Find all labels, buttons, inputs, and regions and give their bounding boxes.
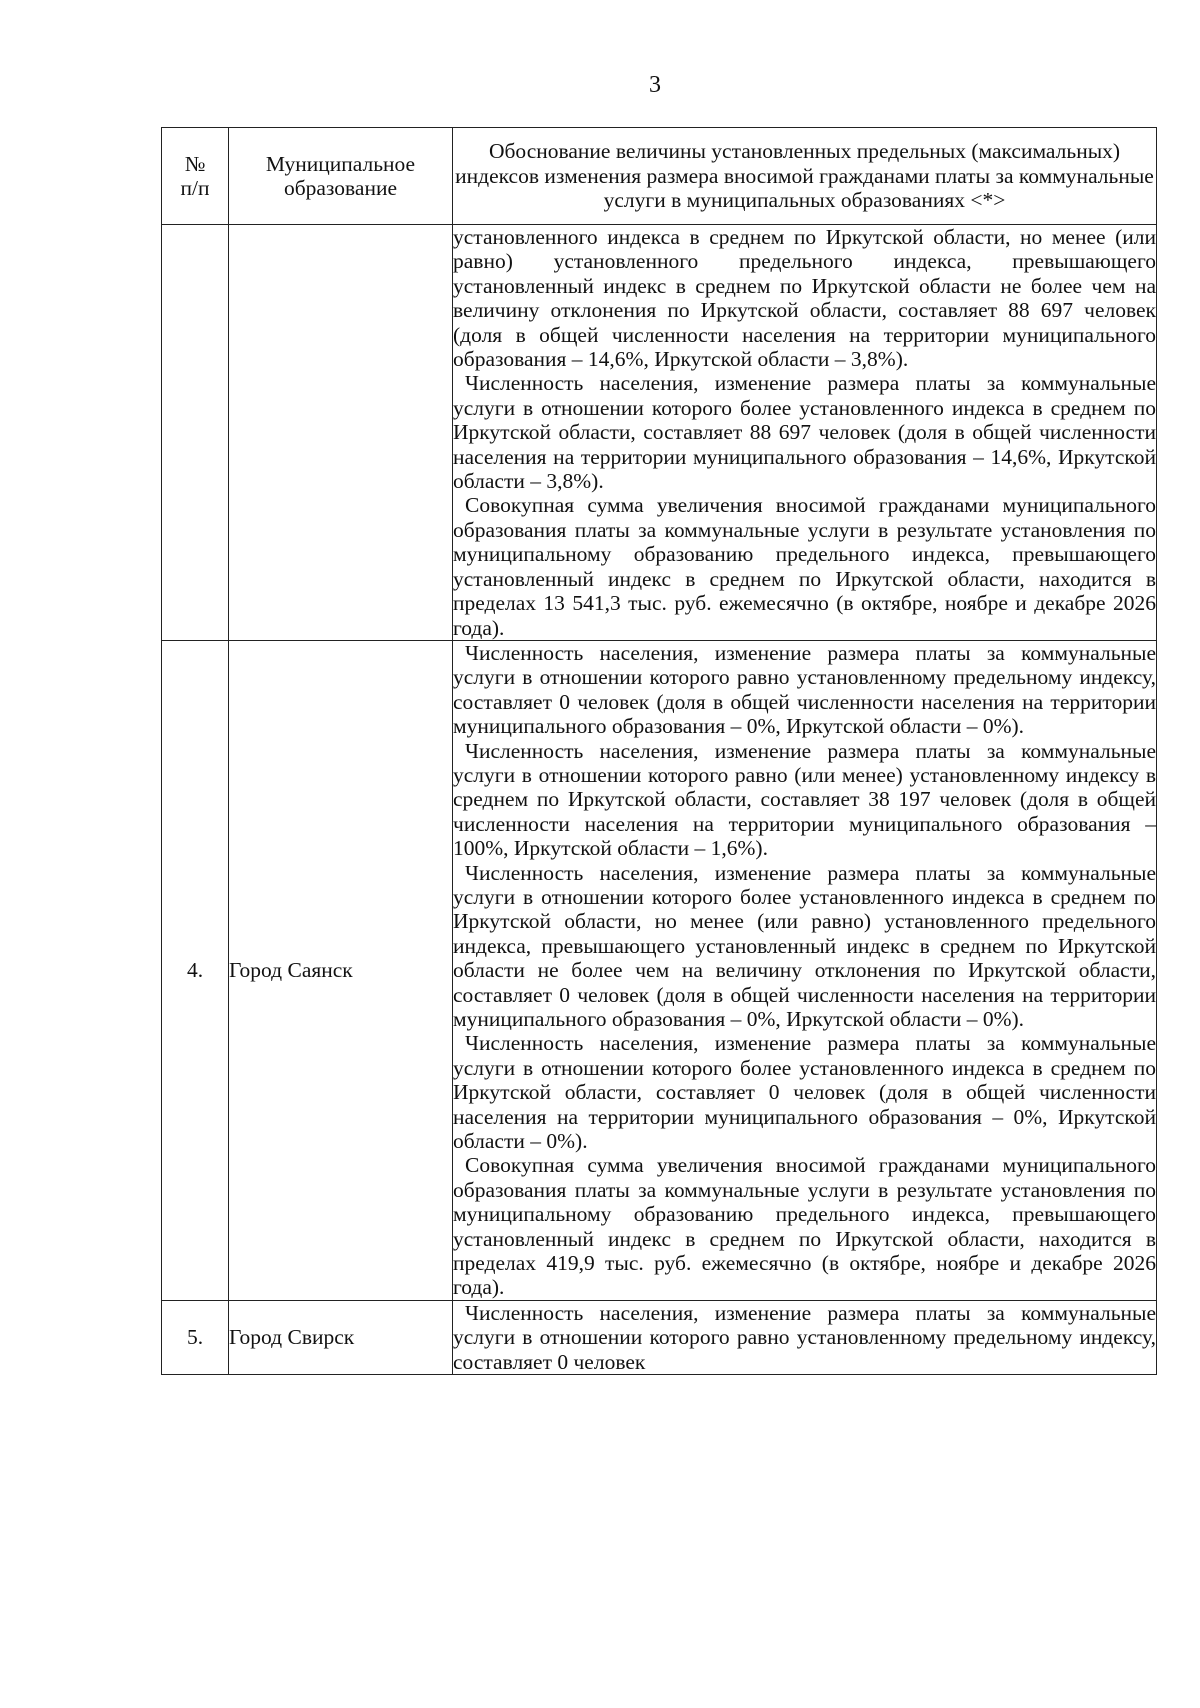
row-municipality bbox=[229, 225, 453, 641]
paragraph: Совокупная сумма увеличения вносимой гражданами муниципального образования платы за коммунальные услуги в результате установления по муниципальному образованию предельного индекса, превышающего установленный индекс в среднем по Иркутской области, находится в пределах 419,9 тыс. руб. ежемесячно (в октябре, ноябре и декабре 2026 года). bbox=[453, 1153, 1156, 1300]
header-number: № п/п bbox=[162, 128, 229, 225]
row-municipality: Город Свирск bbox=[229, 1300, 453, 1374]
row-number: 4. bbox=[162, 640, 229, 1300]
row-justification bbox=[453, 225, 1157, 641]
row-number: 5. bbox=[162, 1300, 229, 1374]
paragraph: Численность населения, изменение размера платы за коммунальные услуги в отношении которого более установленного индекса в среднем по Иркутской области, составляет 88 697 человек (доля в общей численности населения на территории муниципального образования – 14,6%, Иркутской области – 3,8%). bbox=[453, 371, 1156, 494]
table-header-row bbox=[162, 128, 1157, 225]
header-justification: Обоснование величины установленных предельных (максимальных) индексов изменения размера вносимой гражданами платы за коммунальные услуги в муниципальных образованиях <*> bbox=[453, 128, 1157, 225]
page-number: 3 bbox=[649, 72, 661, 98]
paragraph: Численность населения, изменение размера платы за коммунальные услуги в отношении которого более установленного индекса в среднем по Иркутской области, составляет 0 человек (доля в общей численности населения на территории муниципального образования – 0%, Иркутской области – 0%). bbox=[453, 1031, 1156, 1154]
tariff-justification-table bbox=[161, 127, 1157, 1375]
paragraph: Численность населения, изменение размера платы за коммунальные услуги в отношении которого равно установленному предельному индексу, составляет 0 человек bbox=[453, 1300, 1156, 1374]
header-municipality: Муниципальное образование bbox=[229, 128, 453, 225]
row-number bbox=[162, 225, 229, 641]
paragraph: установленного индекса в среднем по Иркутской области, но менее (или равно) установленного предельного индекса, превышающего установленный индекс в среднем по Иркутской области не более чем на величину отклонения по Иркутской области, составляет 88 697 человек (доля в общей численности населения на территории муниципального образования – 14,6%, Иркутской области – 3,8%). bbox=[453, 225, 1156, 372]
paragraph: Совокупная сумма увеличения вносимой гражданами муниципального образования платы за коммунальные услуги в результате установления по муниципальному образованию предельного индекса, превышающего установленный индекс в среднем по Иркутской области, находится в пределах 13 541,3 тыс. руб. ежемесячно (в октябре, ноябре и декабре 2026 года). bbox=[453, 493, 1156, 640]
row-justification bbox=[453, 1300, 1157, 1374]
table-row-continued bbox=[162, 225, 1157, 641]
row-municipality: Город Саянск bbox=[229, 640, 453, 1300]
paragraph: Численность населения, изменение размера платы за коммунальные услуги в отношении которого более установленного индекса в среднем по Иркутской области, но менее (или равно) установленного предельного индекса, превышающего установленный индекс в среднем по Иркутской области не более чем на величину отклонения по Иркутской области, составляет 0 человек (доля в общей численности населения на территории муниципального образования – 0%, Иркутской области – 0%). bbox=[453, 860, 1156, 1031]
table-row bbox=[162, 640, 1157, 1300]
paragraph: Численность населения, изменение размера платы за коммунальные услуги в отношении которого равно установленному предельному индексу, составляет 0 человек (доля в общей численности населения на территории муниципального образования – 0%, Иркутской области – 0%). bbox=[453, 640, 1156, 739]
table-row bbox=[162, 1300, 1157, 1374]
paragraph: Численность населения, изменение размера платы за коммунальные услуги в отношении которого равно (или менее) установленному индексу в среднем по Иркутской области, составляет 38 197 человек (доля в общей численности населения на территории муниципального образования – 100%, Иркутской области – 1,6%). bbox=[453, 738, 1156, 861]
row-justification bbox=[453, 640, 1157, 1300]
